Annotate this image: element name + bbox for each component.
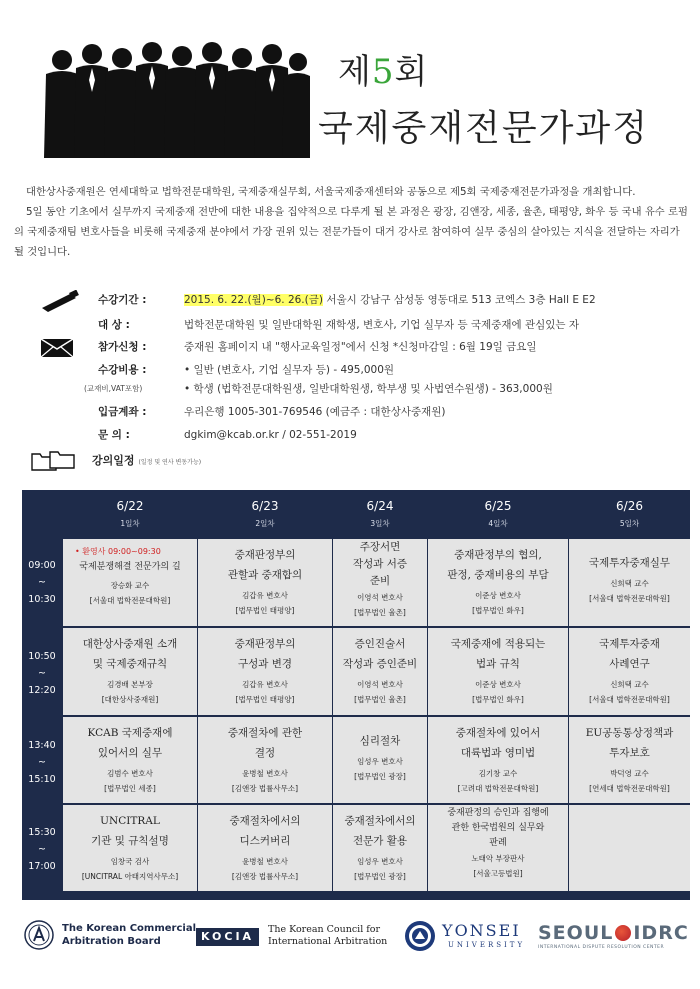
session-title: 국제투자중재 bbox=[599, 638, 660, 650]
day-label: 5일차 bbox=[619, 519, 640, 528]
target-label: 대 상 : bbox=[98, 319, 130, 331]
edition-number: 5 bbox=[371, 52, 395, 92]
session-affiliation: [김앤장 법률사무소] bbox=[231, 872, 299, 881]
session-title: 있어서의 실무 bbox=[97, 747, 163, 759]
session-cell bbox=[198, 717, 332, 803]
apply-label: 참가신청 : bbox=[98, 341, 147, 353]
session-cell bbox=[428, 805, 568, 891]
session-title: 사례연구 bbox=[609, 658, 650, 670]
kcab-line-1: The Korean Commercial bbox=[62, 923, 197, 934]
session-title: 판례 bbox=[489, 838, 507, 848]
idrc-sub: INTERNATIONAL DISPUTE RESOLUTION CENTER bbox=[538, 945, 665, 950]
session-title: 작성과 증인준비 bbox=[342, 658, 418, 670]
session-title: 투자보호 bbox=[609, 747, 650, 759]
session-affiliation: [법무법인 세종] bbox=[104, 784, 156, 793]
fee-note: (교재비,VAT포함) bbox=[84, 384, 143, 393]
session-title: 중재판정부의 협의, bbox=[454, 549, 542, 561]
session-title: 구성과 변경 bbox=[237, 658, 293, 670]
period-date: 2015. 6. 22.(월)~6. 26.(금) bbox=[184, 294, 323, 306]
session-speaker: 신희택 교수 bbox=[610, 579, 649, 588]
yonsei-seal-logo bbox=[404, 920, 436, 952]
session-cell bbox=[569, 628, 690, 715]
time-slot-3 bbox=[22, 737, 62, 788]
session-cell bbox=[333, 717, 427, 803]
session-speaker: 신희택 교수 bbox=[610, 680, 649, 689]
kcab-seal-logo bbox=[24, 920, 54, 950]
period-place: 서울시 강남구 삼성동 영동대로 513 코엑스 3층 Hall E E2 bbox=[322, 294, 596, 306]
session-affiliation: [서울대 법학전문대학원] bbox=[89, 596, 171, 605]
session-title: 작성과 서증 bbox=[352, 558, 408, 570]
session-affiliation: [법무법인 광장] bbox=[354, 772, 406, 781]
edition-title bbox=[338, 44, 428, 93]
session-affiliation: [대한상사중재원] bbox=[101, 695, 159, 704]
slot-start: 09:00 bbox=[28, 560, 56, 571]
session-affiliation: [서울고등법원] bbox=[473, 869, 523, 878]
session-title: 중재판정의 승인과 집행에 bbox=[447, 808, 549, 818]
session-title: 관한 한국법원의 실무와 bbox=[451, 823, 545, 833]
slot-end: 10:30 bbox=[28, 594, 56, 605]
session-affiliation: [법무법인 율촌] bbox=[354, 695, 406, 704]
session-title: 주장서면 bbox=[359, 541, 401, 553]
idrc-right: IDRC bbox=[633, 922, 689, 944]
session-speaker: 윤병철 변호사 bbox=[242, 769, 288, 778]
account-label: 입금계좌 : bbox=[98, 406, 147, 418]
folder-icon bbox=[30, 450, 78, 472]
session-title: UNCITRAL bbox=[100, 815, 160, 827]
period-label: 수강기간 : bbox=[98, 294, 147, 306]
day-date: 6/22 bbox=[116, 499, 144, 513]
idrc-left: SEOUL bbox=[538, 922, 614, 944]
session-cell bbox=[63, 805, 197, 891]
contact-label: 문 의 : bbox=[98, 429, 130, 441]
session-cell bbox=[428, 628, 568, 715]
day-label: 4일차 bbox=[488, 519, 508, 528]
session-speaker: 김갑유 변호사 bbox=[242, 680, 288, 689]
day-header-3 bbox=[333, 490, 427, 538]
slot-sep: ~ bbox=[38, 757, 46, 768]
intro-text bbox=[14, 182, 688, 262]
session-affiliation: [법무법인 화우] bbox=[472, 606, 524, 615]
session-title: 디스커버리 bbox=[239, 835, 291, 847]
hero-banner bbox=[0, 0, 700, 170]
welcome-note: • 환영사 09:00~09:30 bbox=[75, 547, 161, 556]
time-slot-1 bbox=[22, 557, 62, 608]
kocia-mark: KOCIA bbox=[196, 928, 259, 946]
session-affiliation: [서울대 법학전문대학원] bbox=[589, 695, 670, 704]
kcab-logo-text bbox=[62, 922, 196, 948]
slot-start: 10:50 bbox=[28, 651, 56, 662]
session-affiliation: [서울대 법학전문대학원] bbox=[589, 594, 670, 603]
slot-sep: ~ bbox=[38, 668, 46, 679]
schedule-table bbox=[22, 490, 690, 900]
day-date: 6/23 bbox=[251, 499, 279, 513]
session-speaker: 박덕영 교수 bbox=[610, 769, 649, 778]
fee-label: 수강비용 : bbox=[98, 364, 147, 376]
session-affiliation: [법무법인 광장] bbox=[354, 872, 406, 881]
session-title: 결정 bbox=[254, 747, 276, 759]
business-people-silhouette bbox=[40, 40, 310, 158]
session-cell bbox=[333, 628, 427, 715]
session-affiliation: [법무법인 화우] bbox=[472, 695, 524, 704]
session-title: 판정, 중재비용의 부담 bbox=[447, 569, 549, 581]
slot-end: 12:20 bbox=[28, 685, 56, 696]
session-affiliation: [법무법인 태평양] bbox=[235, 695, 295, 704]
intro-paragraph-1: 대한상사중재원은 연세대학교 법학전문대학원, 국제중재실무회, 서울국제중재센터와 공동으로 제5회 국제중재전문가과정을 개최합니다. bbox=[26, 186, 636, 198]
fee-student: • 학생 (법학전문대학원생, 일반대학원생, 학부생 및 사법연수원생) - 363,000원 bbox=[184, 383, 553, 395]
session-cell bbox=[198, 805, 332, 891]
time-slot-2 bbox=[22, 648, 62, 699]
schedule-heading-note: (일정 및 연사 변동가능) bbox=[138, 459, 202, 466]
session-title: 중재판정부의 bbox=[234, 638, 296, 650]
session-affiliation: [법무법인 율촌] bbox=[354, 608, 406, 617]
intro-paragraph-2: 5일 동안 기초에서 실무까지 국제중재 전반에 대한 내용을 집약적으로 다루게 될 본 과정은 광장, 김앤장, 세종, 율촌, 태평양, 화우 등 국내 유수 로펌의 국제중재팀 변호사들을 비롯해 국제중재 분야에서 가장 권위 있는 전문가들이 대거 강사로 참여하여 실무 중심의 살아있는 지식을 전달하는 자리가 될 것입니다. bbox=[14, 206, 688, 258]
slot-sep: ~ bbox=[38, 844, 46, 855]
kocia-logo-text bbox=[268, 924, 387, 948]
seoul-idrc-logo bbox=[538, 922, 689, 944]
session-speaker: 윤병철 변호사 bbox=[242, 857, 288, 866]
session-title: 국제중재에 적용되는 bbox=[450, 638, 546, 650]
session-speaker: 이준상 변호사 bbox=[475, 680, 521, 689]
session-title: 및 국제중재규칙 bbox=[92, 658, 168, 670]
edition-suffix: 회 bbox=[394, 52, 429, 92]
session-affiliation: [김앤장 법률사무소] bbox=[231, 784, 299, 793]
day-date: 6/26 bbox=[616, 499, 643, 513]
usb-key-icon bbox=[40, 290, 84, 312]
kcab-line-2: Arbitration Board bbox=[62, 936, 161, 947]
fee-general: • 일반 (변호사, 기업 실무자 등) - 495,000원 bbox=[184, 364, 395, 376]
session-title: 증인진술서 bbox=[354, 638, 406, 650]
session-affiliation: [법무법인 태평양] bbox=[235, 606, 295, 615]
day-header-1 bbox=[63, 490, 197, 538]
session-affiliation: [UNCITRAL 아태지역사무소] bbox=[81, 872, 179, 881]
session-cell bbox=[63, 717, 197, 803]
schedule-heading-text: 강의일정 bbox=[92, 454, 135, 467]
session-speaker: 임성우 변호사 bbox=[357, 857, 403, 866]
session-cell-empty bbox=[569, 805, 690, 891]
slot-end: 17:00 bbox=[28, 861, 56, 872]
session-affiliation: [고려대 법학전문대학원] bbox=[457, 784, 539, 793]
session-speaker: 장승화 교수 bbox=[110, 581, 150, 590]
session-speaker: 이준상 변호사 bbox=[475, 591, 521, 600]
day-date: 6/24 bbox=[366, 499, 394, 513]
session-speaker: 김갑유 변호사 bbox=[242, 591, 288, 600]
session-title: 국제투자중재실무 bbox=[588, 557, 671, 569]
slot-end: 15:10 bbox=[28, 774, 56, 785]
day-date: 6/25 bbox=[484, 499, 512, 513]
apply-value: 중재원 홈페이지 내 "행사교육일정"에서 신청 *신청마감일 : 6월 19일 금요일 bbox=[184, 341, 537, 353]
schedule-heading bbox=[92, 452, 201, 468]
yonsei-sub: UNIVERSITY bbox=[448, 941, 526, 949]
session-cell bbox=[198, 628, 332, 715]
session-cell bbox=[198, 539, 332, 626]
session-title: 준비 bbox=[369, 575, 391, 587]
contact-value: dgkim@kcab.or.kr / 02-551-2019 bbox=[184, 429, 357, 441]
session-speaker: 이영석 변호사 bbox=[357, 593, 403, 602]
day-header-5 bbox=[569, 490, 690, 538]
session-title: 중재절차에 관한 bbox=[227, 727, 303, 739]
session-speaker: 김기창 교수 bbox=[478, 769, 518, 778]
kocia-line-1: The Korean Council for bbox=[268, 924, 381, 935]
session-speaker: 김범수 변호사 bbox=[107, 769, 153, 778]
session-speaker: 노태악 부장판사 bbox=[471, 854, 525, 863]
session-title: 중재판정부의 bbox=[234, 549, 296, 561]
day-header-4 bbox=[428, 490, 568, 538]
session-title: 중재절차에 있어서 bbox=[455, 727, 541, 739]
session-cell bbox=[569, 717, 690, 803]
day-label: 1일차 bbox=[120, 519, 140, 528]
session-cell bbox=[333, 539, 427, 626]
time-slot-4 bbox=[22, 824, 62, 875]
session-title: 중재절차에서의 bbox=[344, 815, 416, 827]
session-title: 심리절차 bbox=[359, 735, 401, 747]
session-title: 대륙법과 영미법 bbox=[460, 747, 536, 759]
session-speaker: 김경배 본부장 bbox=[107, 680, 153, 689]
session-title: 국제분쟁해결 전문가의 길 bbox=[79, 562, 181, 572]
session-cell bbox=[428, 717, 568, 803]
slot-sep: ~ bbox=[38, 577, 46, 588]
day-label: 3일차 bbox=[370, 519, 390, 528]
slot-start: 13:40 bbox=[28, 740, 56, 751]
session-title: KCAB 국제중재에 bbox=[87, 727, 173, 739]
session-cell bbox=[63, 539, 197, 626]
session-title: 법과 규칙 bbox=[476, 658, 520, 670]
session-title: 중재절차에서의 bbox=[229, 815, 301, 827]
session-title: 대한상사중재원 소개 bbox=[82, 638, 178, 650]
session-title: 전문가 활용 bbox=[352, 835, 408, 847]
day-header-2 bbox=[198, 490, 332, 538]
target-value: 법학전문대학원 및 일반대학원 재학생, 변호사, 기업 실무자 등 국제중재에 관심있는 자 bbox=[184, 319, 580, 331]
slot-start: 15:30 bbox=[28, 827, 56, 838]
session-affiliation: [연세대 법학전문대학원] bbox=[589, 784, 670, 793]
session-cell bbox=[63, 628, 197, 715]
session-title: 관할과 중재합의 bbox=[227, 569, 303, 581]
account-value: 우리은행 1005-301-769546 (예금주 : 대한상사중재원) bbox=[184, 406, 446, 418]
idrc-circle-icon bbox=[615, 925, 631, 941]
session-cell bbox=[428, 539, 568, 626]
yonsei-name: YONSEI bbox=[442, 921, 521, 940]
session-cell bbox=[333, 805, 427, 891]
session-speaker: 임창국 검사 bbox=[110, 857, 150, 866]
session-speaker: 이영석 변호사 bbox=[357, 680, 403, 689]
kocia-line-2: International Arbitration bbox=[268, 936, 388, 947]
envelope-icon bbox=[40, 338, 74, 358]
day-label: 2일차 bbox=[255, 519, 275, 528]
welcome-text: 환영사 09:00~09:30 bbox=[82, 547, 161, 556]
session-speaker: 임성우 변호사 bbox=[357, 757, 403, 766]
session-title: 기관 및 규칙설명 bbox=[91, 835, 169, 847]
course-title: 국제중재전문가과정 bbox=[318, 108, 649, 149]
edition-prefix: 제 bbox=[338, 52, 372, 92]
session-title: EU공동통상정책과 bbox=[585, 727, 674, 739]
session-cell bbox=[569, 539, 690, 626]
partner-logos bbox=[0, 910, 700, 970]
